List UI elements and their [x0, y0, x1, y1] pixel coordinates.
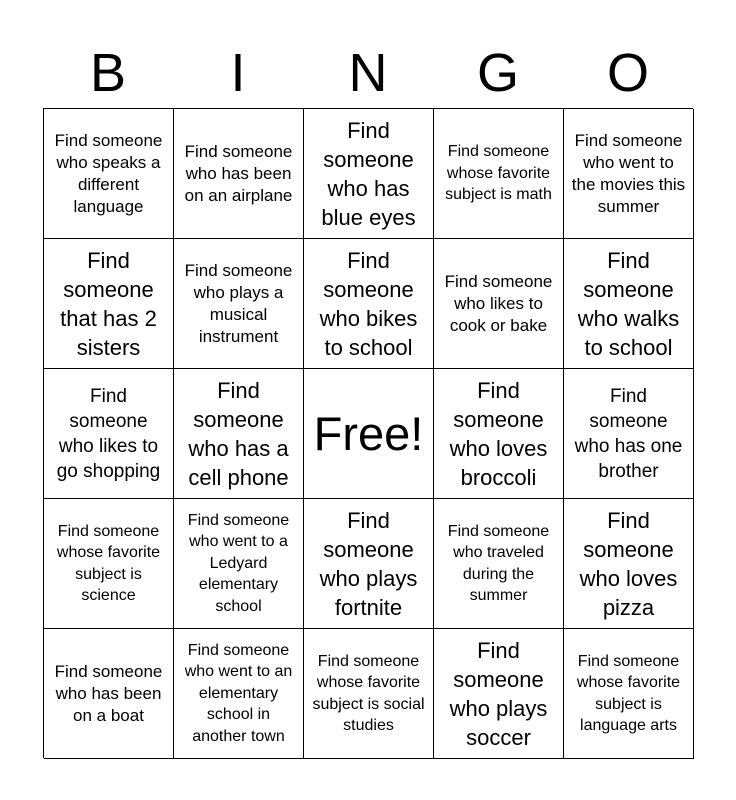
bingo-cell[interactable] — [174, 629, 304, 759]
bingo-cell[interactable] — [564, 369, 694, 499]
bingo-cell[interactable] — [304, 499, 434, 629]
free-space-cell[interactable] — [304, 369, 434, 499]
bingo-cell[interactable] — [44, 499, 174, 629]
bingo-cell[interactable] — [434, 239, 564, 369]
bingo-cell-text: Find someone who has been on an airplane — [184, 141, 293, 205]
bingo-cell-text: Find someone who has one brother — [574, 385, 683, 482]
bingo-cell-text: Find someone who went to the movies this summer — [571, 130, 686, 216]
bingo-cell-text: Find someone who went to a Ledyard elementary school — [187, 511, 290, 615]
bingo-cell-text: Find someone who plays fortnite — [319, 507, 418, 620]
bingo-cell[interactable] — [434, 109, 564, 239]
bingo-cell[interactable] — [44, 239, 174, 369]
bingo-cell-text: Find someone whose favorite subject is science — [56, 522, 161, 604]
bingo-cell[interactable] — [434, 369, 564, 499]
header-letter-n: N — [348, 43, 388, 103]
bingo-cell-text: Find someone who speaks a different language — [54, 130, 163, 216]
bingo-header — [43, 40, 693, 106]
bingo-cell-text: Find someone whose favorite subject is language arts — [576, 652, 681, 734]
bingo-cell-text: Find someone who has blue eyes — [321, 117, 416, 230]
header-letter-o: O — [606, 43, 649, 103]
bingo-cell[interactable] — [564, 239, 694, 369]
bingo-cell[interactable] — [174, 109, 304, 239]
header-letter-g: G — [476, 43, 519, 103]
bingo-cell[interactable] — [44, 629, 174, 759]
bingo-cell-text: Find someone that has 2 sisters — [60, 247, 157, 360]
bingo-cell[interactable] — [564, 109, 694, 239]
bingo-cell-text: Find someone who bikes to school — [319, 247, 418, 360]
bingo-cell-text: Find someone who likes to cook or bake — [444, 271, 553, 335]
bingo-cell-text: Find someone who loves pizza — [579, 507, 678, 620]
bingo-cell-text: Find someone who plays a musical instrument — [184, 260, 293, 346]
bingo-cell[interactable] — [304, 239, 434, 369]
header-letter-b: B — [89, 43, 127, 103]
bingo-cell-text: Find someone who likes to go shopping — [56, 385, 161, 482]
bingo-cell-text: Find someone whose favorite subject is social studies — [312, 652, 425, 734]
bingo-cell-text: Find someone who traveled during the summer — [447, 522, 550, 604]
bingo-cell[interactable] — [304, 109, 434, 239]
bingo-cell[interactable] — [434, 629, 564, 759]
bingo-cell[interactable] — [304, 629, 434, 759]
bingo-cell-text: Find someone who has a cell phone — [188, 377, 289, 490]
bingo-cell-text: Find someone whose favorite subject is math — [445, 143, 552, 204]
header-letter-i: I — [230, 43, 246, 103]
bingo-cell-text: Find someone who plays soccer — [449, 637, 548, 750]
bingo-cell[interactable] — [44, 369, 174, 499]
bingo-cell[interactable] — [174, 499, 304, 629]
bingo-cell[interactable] — [564, 499, 694, 629]
bingo-card-grid — [43, 108, 693, 758]
bingo-cell-text: Find someone who walks to school — [577, 247, 680, 360]
bingo-cell-text: Find someone who has been on a boat — [54, 661, 163, 725]
bingo-cell[interactable] — [434, 499, 564, 629]
bingo-cell[interactable] — [44, 109, 174, 239]
bingo-cell[interactable] — [174, 369, 304, 499]
bingo-cell-text: Find someone who went to an elementary school in another town — [184, 641, 293, 745]
bingo-cell-text: Find someone who loves broccoli — [449, 377, 548, 490]
free-space-text: Free! — [313, 406, 424, 460]
bingo-cell[interactable] — [564, 629, 694, 759]
bingo-cell[interactable] — [174, 239, 304, 369]
